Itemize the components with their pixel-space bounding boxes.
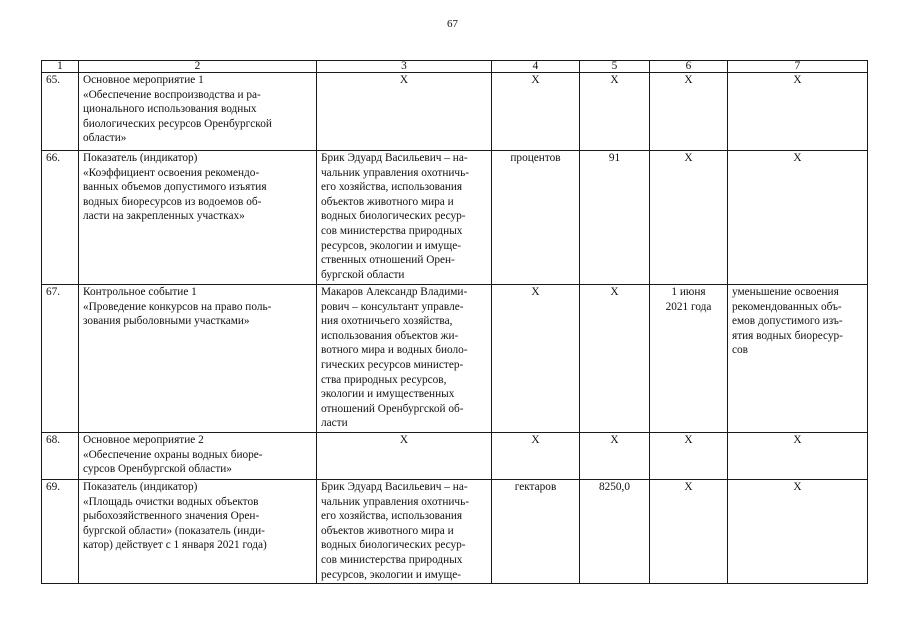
- row-number: 66.: [42, 151, 79, 285]
- date-cell: Х: [650, 73, 728, 151]
- unit-cell: Х: [492, 433, 580, 480]
- page-number: 67: [447, 18, 458, 30]
- date-cell: Х: [650, 433, 728, 480]
- responsible-person: Х: [317, 73, 492, 151]
- unit-cell: Х: [492, 73, 580, 151]
- column-header: 3: [317, 61, 492, 73]
- responsible-person: Брик Эдуард Васильевич – на- чальник управления охотничь- его хозяйства, использования объектов животного мира и водных биологических ресур- сов министерства природных ресурсов, экологии и имуще-: [317, 480, 492, 584]
- value-cell: Х: [580, 433, 650, 480]
- row-number: 68.: [42, 433, 79, 480]
- responsible-person: Брик Эдуард Васильевич – на- чальник управления охотничь- его хозяйства, использования объектов животного мира и водных биологических ресур- сов министерства природных ресурсов, экологии и имуще- ственных отношений Орен- бургской области: [317, 151, 492, 285]
- note-cell: уменьшение освоения рекомендованных объ- емов допустимого изъ- ятия водных биоресур- сов: [728, 285, 868, 433]
- row-number: 67.: [42, 285, 79, 433]
- measure-name: Основное мероприятие 1 «Обеспечение воспроизводства и ра- ционального использования водных биологических ресурсов Оренбургской области»: [79, 73, 317, 151]
- date-cell: 1 июня 2021 года: [650, 285, 728, 433]
- note-cell: Х: [728, 433, 868, 480]
- column-header: 2: [79, 61, 317, 73]
- value-cell: Х: [580, 73, 650, 151]
- table-row: [42, 151, 868, 285]
- table-row: [42, 433, 868, 480]
- row-number: 69.: [42, 480, 79, 584]
- column-header: 5: [580, 61, 650, 73]
- measure-name: Показатель (индикатор) «Коэффициент освоения рекомендо- ванных объемов допустимого изъятия водных биоресурсов из водоемов об- ласти на закрепленных участках»: [79, 151, 317, 285]
- note-cell: Х: [728, 73, 868, 151]
- column-header: 6: [650, 61, 728, 73]
- date-cell: Х: [650, 480, 728, 584]
- note-cell: Х: [728, 480, 868, 584]
- unit-cell: процентов: [492, 151, 580, 285]
- table-row: [42, 480, 868, 584]
- table-row: [42, 285, 868, 433]
- responsible-person: Х: [317, 433, 492, 480]
- value-cell: Х: [580, 285, 650, 433]
- responsible-person: Макаров Александр Владими- рович – консультант управле- ния охотничьего хозяйства, использования объектов жи- вотного мира и водных биоло- гических ресурсов министер- ства природных ресурсов, экологии и имущественных отношений Оренбургской об- ласти: [317, 285, 492, 433]
- column-header: 7: [728, 61, 868, 73]
- date-cell: Х: [650, 151, 728, 285]
- measure-name: Показатель (индикатор) «Площадь очистки водных объектов рыбохозяйственного значения Орен- бургской области» (показатель (инди- катор) действует с 1 января 2021 года): [79, 480, 317, 584]
- column-header: 1: [42, 61, 79, 73]
- unit-cell: гектаров: [492, 480, 580, 584]
- header-row: [42, 61, 868, 73]
- measure-name: Контрольное событие 1 «Проведение конкурсов на право поль- зования рыболовными участками»: [79, 285, 317, 433]
- measure-name: Основное мероприятие 2 «Обеспечение охраны водных биоре- сурсов Оренбургской области»: [79, 433, 317, 480]
- unit-cell: Х: [492, 285, 580, 433]
- column-header: 4: [492, 61, 580, 73]
- note-cell: Х: [728, 151, 868, 285]
- value-cell: 8250,0: [580, 480, 650, 584]
- table-row: [42, 73, 868, 151]
- measures-table: [41, 60, 868, 584]
- row-number: 65.: [42, 73, 79, 151]
- value-cell: 91: [580, 151, 650, 285]
